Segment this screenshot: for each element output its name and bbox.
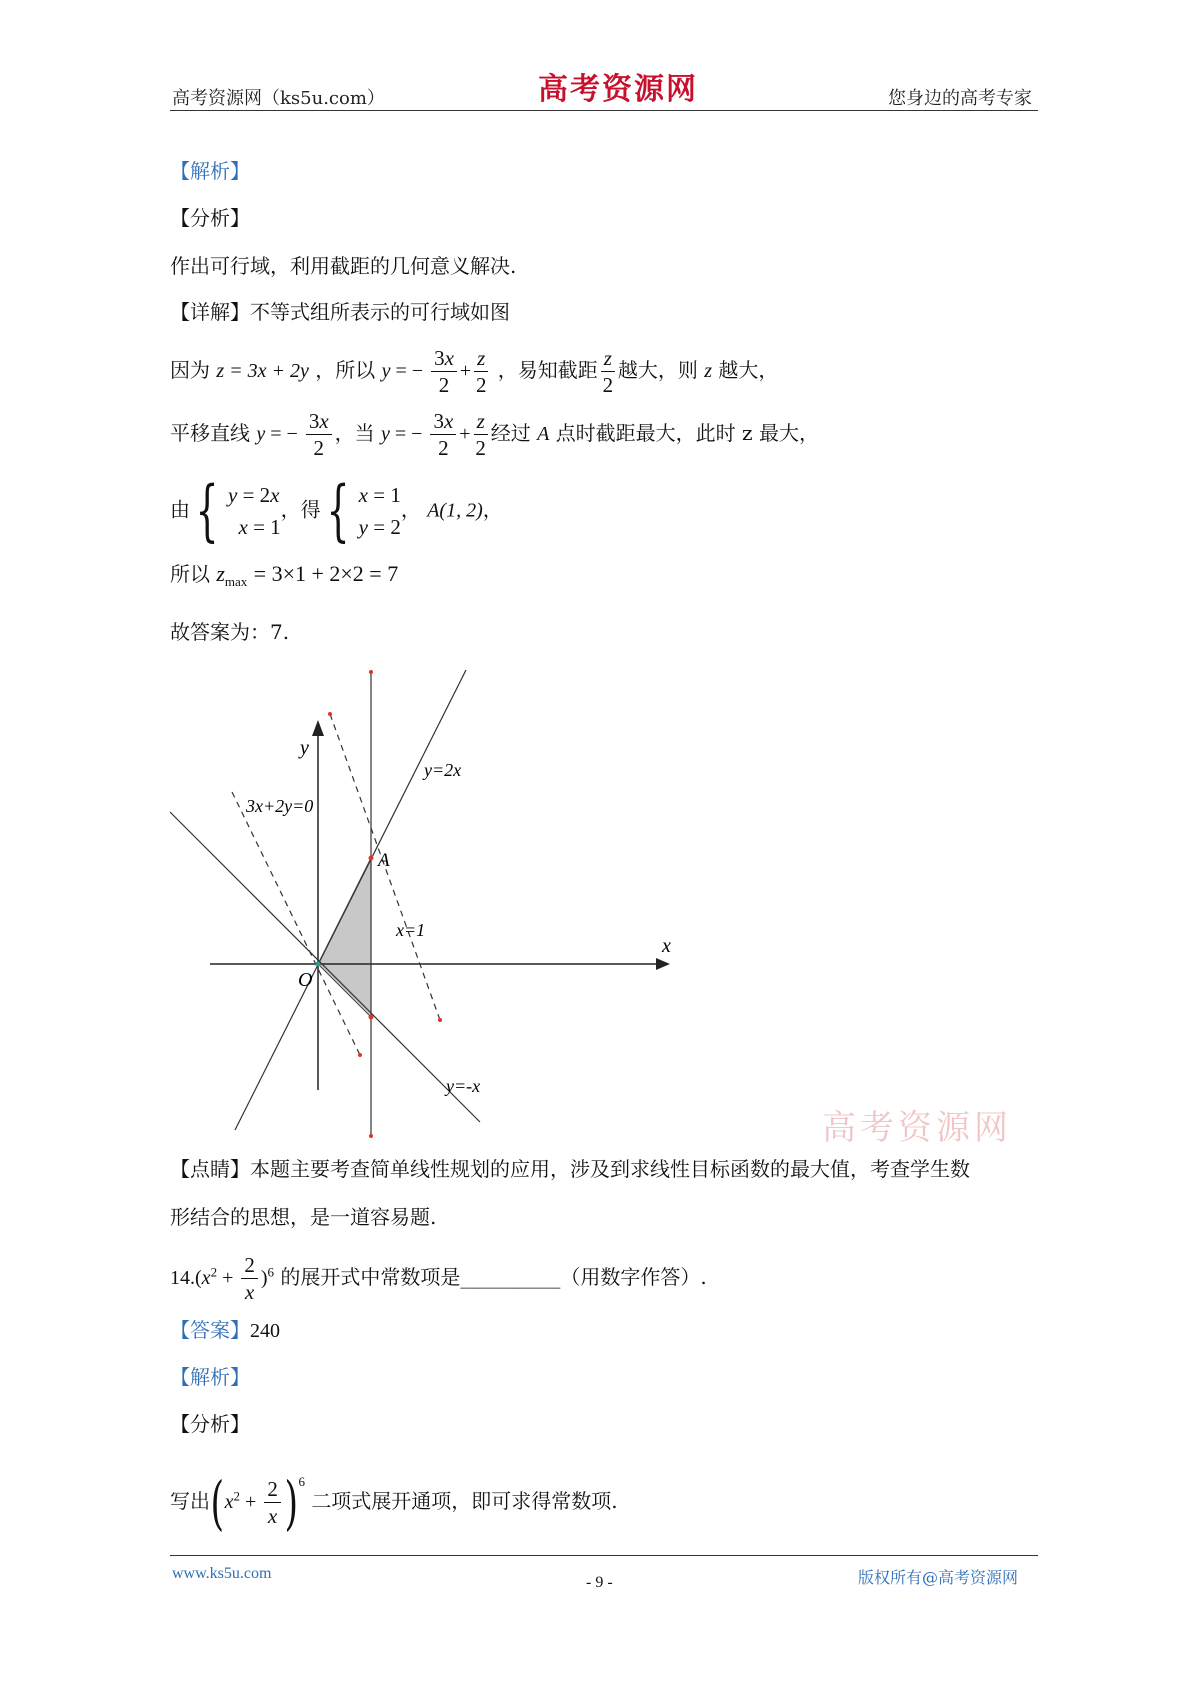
point-dash-top [328,712,332,716]
label-x-1: x=1 [396,920,426,940]
comma: ， [400,497,421,522]
text-get: ，得 [280,497,321,522]
question-text: 的展开式中常数项是 [280,1265,461,1289]
last-line: 写出($x^2$ + $\frac{2}{x}$ )$^6$ 二项式展开通项，即可求得常数项. [170,1468,618,1537]
frac-z-2b: $\frac{z}{2}$ [602,346,614,397]
frac-2-x-b: $\frac{2}{x}$ [264,1476,281,1529]
x-axis-arrow [656,958,670,970]
point-bottom [369,1134,373,1138]
jiexi-heading: 【解析】 [170,159,250,183]
point-a-coord: A(1, 2) [427,499,483,522]
text-binomial: 二项式展开通项，即可求得常数项. [311,1489,618,1513]
dianjing-text-2: 形结合的思想，是一道容易题. [170,1205,437,1229]
text-when: ，当 [334,421,375,445]
header-logo: 高考资源网 [538,72,698,107]
label-3x-2y-0: 3x+2y=0 [246,796,314,816]
footer-copyright: 版权所有@高考资源网 [858,1568,1019,1587]
text-larger: 越大，则 [617,358,698,382]
text-so: ，所以 [315,358,376,382]
system-2: x = 1 y = 2 [358,483,401,539]
comma2: ， [482,497,503,522]
point-a [369,856,374,861]
y-axis-arrow [312,720,324,736]
line-y-2x [235,670,466,1130]
question-number: 14. [170,1267,195,1289]
answer-text: 故答案为：7. [170,620,290,644]
footer-rule [170,1555,1038,1556]
eq-objective: z = 3x + 2y [216,360,309,382]
frac-z-2: $\frac{z}{2}$ [476,346,487,397]
header-left: 高考资源网（ks5u.com） [172,88,385,109]
header-rule [170,110,1038,111]
label-y-2x: y=2x [424,760,462,780]
label-origin: O [298,969,313,991]
text-passes: 经过 [490,421,531,445]
answer-value: 240 [250,1320,280,1342]
point-dash-bottom [438,1018,442,1022]
page-number: - 9 - [586,1574,613,1591]
answer-label: 【答案】 [170,1318,250,1342]
point-top [369,670,373,674]
text-max: 点时截距最大，此时 z 最大， [555,421,819,445]
question-14: $14.(x^2$ + $\frac{2}{x}$ )$^6$ 的展开式中常数项是__________（用数字作答）. [170,1253,707,1304]
frac-3x-2c: $\frac{3x}{2}$ [306,408,332,461]
xiangjie-label: 【详解】 [170,300,250,324]
line-y-neg-x [170,812,480,1122]
fenxi-heading: 【分析】 [170,206,250,230]
label-point-a: A [378,850,390,871]
frac-3x-2d: $\frac{3x}{2}$ [430,408,456,461]
feasible-region [318,858,371,1017]
frac-z-2c: $\frac{z}{2}$ [475,409,486,460]
eq-zmax: = 3×1 + 2×2 = 7 [253,561,399,586]
frac-2-x: $\frac{2}{x}$ [241,1252,258,1305]
jiexi-heading-2: 【解析】 [170,1365,250,1389]
text-thus: 所以 [170,562,210,586]
label-y-neg-x: y=-x [446,1076,481,1096]
math-line-1: 因为 z = 3x + 2y ，所以 y = − $\frac{3x}{2}$ + $\frac{z}{2}$ ，易知截距 $\frac{z}{2}$ 越大，则 z 越大， [170,346,779,397]
math-line-3: 由{ y = 2x x = 1 ，得{ x = 1 y = 2 ， A(1, 2)， [170,472,503,549]
watermark: 高考资源网 [822,1108,1012,1148]
answer-blank: __________ [460,1265,561,1289]
xiangjie-line [170,298,510,326]
fenxi-heading-2: 【分析】 [170,1412,250,1436]
text-intercept: ，易知截距 [497,358,598,382]
header-right: 您身边的高考专家 [888,88,1032,109]
point-dash2-bottom [358,1053,362,1057]
text-write: 写出 [170,1489,210,1513]
label-y-axis: y [300,737,309,759]
text-translate: 平移直线 [170,421,250,445]
dianjing-line-1 [170,1155,970,1183]
feasible-region-graph [150,670,700,1140]
point-bottom-vertex [369,1015,374,1020]
math-line-4: 所以 $z_{max} = 3\times 1 + 2\times 2 = 7$ [170,561,399,589]
footer-link[interactable]: www.ks5u.com [172,1565,272,1582]
fenxi-text: 作出可行域，利用截距的几何意义解决. [170,254,517,278]
answer-line [170,1316,280,1345]
math-line-2: 平移直线 y = − $\frac{3x}{2}$ ，当 y = − $\frac{3x}{2}$ + $\frac{z}{2}$ 经过 A 点时截距最大，此时 z 最大， [170,409,819,460]
label-x-axis: x [662,935,671,957]
dianjing-label: 【点睛】 [170,1157,250,1181]
text-larger2: 越大， [718,358,779,382]
question-tail: （用数字作答）. [560,1265,707,1289]
dianjing-text-1: 本题主要考查简单线性规划的应用，涉及到求线性目标函数的最大值，考查学生数 [250,1157,970,1181]
text-from: 由 [170,497,190,522]
point-origin [316,962,321,967]
system-1: y = 2x x = 1 [228,483,281,539]
frac-3x-2: $\frac{3x}{2}$ [431,345,457,398]
text-because: 因为 [170,358,210,382]
xiangjie-text: 不等式组所表示的可行域如图 [250,300,510,324]
